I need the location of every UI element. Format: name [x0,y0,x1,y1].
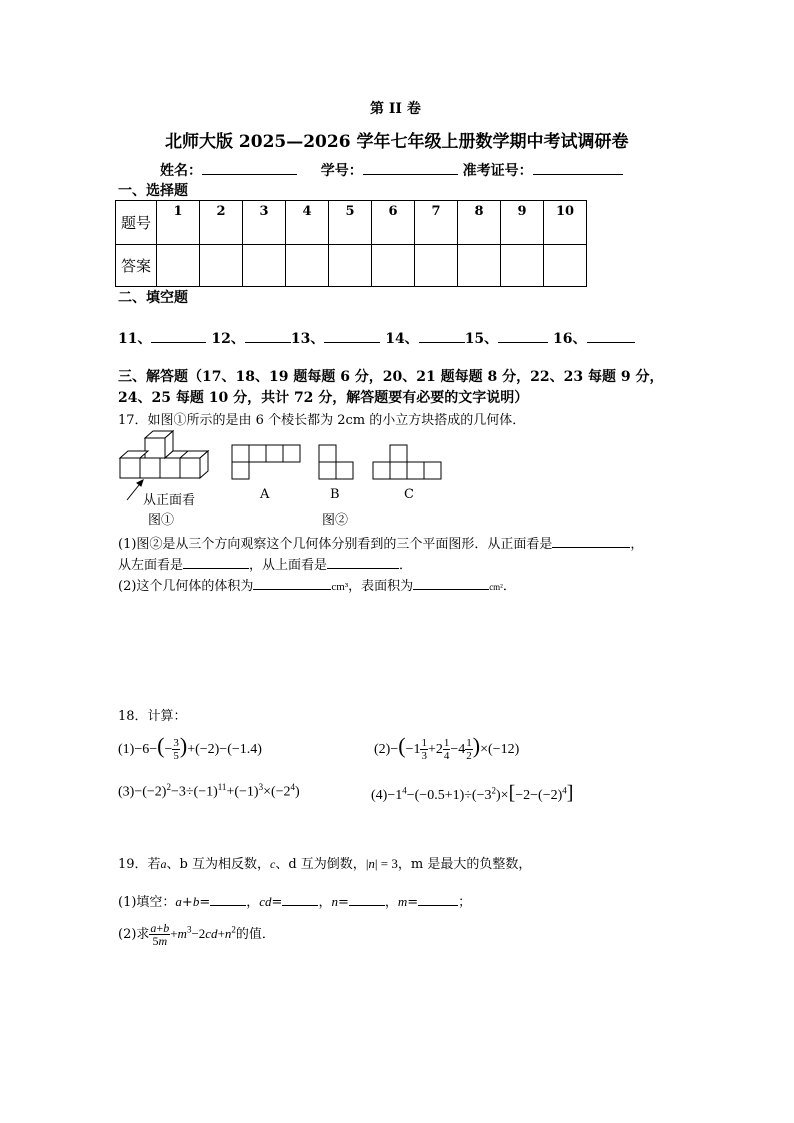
section2-heading: 二、填空题 [118,290,188,306]
name-field[interactable] [202,160,297,175]
q19-part2-tail: 的值． [235,927,275,942]
answer-cell[interactable] [286,245,329,287]
question-number-cell: 7 [415,201,458,245]
q19-stem-d: ，m 是最大的负整数， [397,857,532,872]
q17-stem: 17．如图①所示的是由 6 个棱长都为 2cm 的小立方块搭成的几何体． [118,413,526,428]
volume-label: 第 II 卷 [370,101,421,117]
surface-area-blank[interactable] [413,575,489,590]
answer-cell[interactable] [458,245,501,287]
q17-part2-line: (2)这个几何体的体积为 cm³，表面积为 cm²． [118,575,516,594]
figure2-caption: 图② [322,513,349,528]
answer-header: 答案 [116,245,157,287]
section1-heading: 一、选择题 [118,183,188,199]
question-number-cell: 2 [200,201,243,245]
top-view-text: ，从上面看是 [249,558,328,573]
q19-part2-label: (2)求 [118,927,150,942]
surface-area-text: ，表面积为 [348,579,414,594]
answer-cell[interactable] [544,245,587,287]
q18-expression-2: (2)−(−1 $\frac{1}{3}$ +2 $\frac{1}{4}$ −4 $\frac{1}{2}$ )×(−12) [374,733,520,763]
student-id-field[interactable] [363,160,458,175]
left-view-text: 从左面看是 [118,558,184,573]
fill-blank-line [118,328,635,348]
answer-cell[interactable] [243,245,286,287]
m-blank[interactable] [418,891,458,906]
q17-part1-line1: (1)图②是从三个方向观察这个几何体分别看到的三个平面图形．从正面看是 ， [118,533,643,552]
exam-number-field[interactable] [533,160,623,175]
question-number-header: 题号 [116,201,157,245]
page-title: 北师大版 2025—2026 学年七年级上册数学期中考试调研卷 [165,132,629,152]
solid-figure-1 [120,431,208,478]
section3-heading-line1: 三、解答题（17、18、19 题每题 6 分，20、21 题每题 8 分，22、23 每题 9 分， [118,369,664,385]
n-blank[interactable] [349,891,385,906]
blank-field[interactable] [324,328,380,343]
q18-stem: 18．计算： [118,709,187,724]
q18-expression-1: (1)−6−(− $\frac{3}{5}$ )+(−2)−(−1.4) [118,733,262,763]
front-view-blank[interactable] [552,533,630,548]
blank-label: 14、 [385,331,419,347]
blank-label: 11、 [118,331,152,347]
q17-part1-line2: 从左面看是 ，从上面看是 ． [118,554,412,573]
answer-cell[interactable] [329,245,372,287]
cd-blank[interactable] [282,891,318,906]
volume-blank[interactable] [253,575,331,590]
volume-text: (2)这个几何体的体积为 [118,579,254,594]
blank-field[interactable] [245,328,291,343]
q19-stem-b: 、b 互为相反数， [166,857,271,872]
blank-label: 13、 [290,331,325,347]
answer-cell[interactable] [501,245,544,287]
question-number-cell: 5 [329,201,372,245]
view-a-icon [232,445,300,479]
q18-expression-4: $(4)-1^4-(-0.5+1)\div(-3^2)\times[-2-(-2)^4]$ [371,782,574,804]
view-b-icon [319,445,353,479]
section3-heading-line2: 24、25 每题 10 分，共计 72 分，解答题要有必要的文字说明） [118,390,529,406]
blank-field[interactable] [587,328,635,343]
answer-cell[interactable] [200,245,243,287]
q19-stem-c: 、d 互为倒数， [275,857,366,872]
option-a-label: A [260,487,270,502]
q18-expression-3: $(3)-(-2)^2-3\div(-1)^{11}+(-1)^3\times(-2^4)$ [118,782,300,800]
question-number-cell: 8 [458,201,501,245]
q19-stem-a: 19．若 [118,857,161,872]
question-number-cell: 9 [501,201,544,245]
answer-cell[interactable] [415,245,458,287]
question-number-cell: 4 [286,201,329,245]
answer-table [115,200,587,287]
student-id-label: 学号： [320,163,363,179]
q19-part2: (2)求 $\frac{a+b}{5m}$ $+m^3-2cd+n^2$的值． [118,921,275,948]
left-view-blank[interactable] [183,554,249,569]
arrow-icon [127,480,143,500]
question-number-cell: 10 [544,201,587,245]
view-c-icon [373,445,441,479]
name-label: 姓名： [160,163,202,179]
a-plus-b-blank[interactable] [210,891,246,906]
q19-part1: (1)填空：a+b= ，cd= ，n= ，m= ； [118,891,471,910]
student-info-line [160,160,623,180]
blank-field[interactable] [498,328,548,343]
figure1-caption: 图① [148,513,175,528]
top-view-blank[interactable] [327,554,399,569]
surface-area-unit: cm² [489,582,503,592]
question-number-cell: 6 [372,201,415,245]
option-c-label: C [404,487,414,502]
option-b-label: B [330,487,340,502]
q19-stem: 19．若a、b 互为相反数，c、d 互为倒数，|n| = 3，m 是最大的负整数， [118,856,532,872]
question-number-cell: 3 [243,201,286,245]
question-number-cell: 1 [157,201,200,245]
blank-label: 12、 [211,331,245,347]
answer-cell[interactable] [157,245,200,287]
q17-part1-text: (1)图②是从三个方向观察这个几何体分别看到的三个平面图形．从正面看是 [118,537,553,552]
q19-fill-label: (1)填空： [118,895,176,910]
answer-cell[interactable] [372,245,415,287]
volume-unit: cm³ [331,581,349,593]
blank-label: 16、 [553,331,587,347]
exam-number-label: 准考证号： [462,163,533,179]
blank-field[interactable] [419,328,465,343]
blank-field[interactable] [151,328,206,343]
front-view-label: 从正面看 [143,493,196,508]
blank-label: 15、 [464,331,499,347]
